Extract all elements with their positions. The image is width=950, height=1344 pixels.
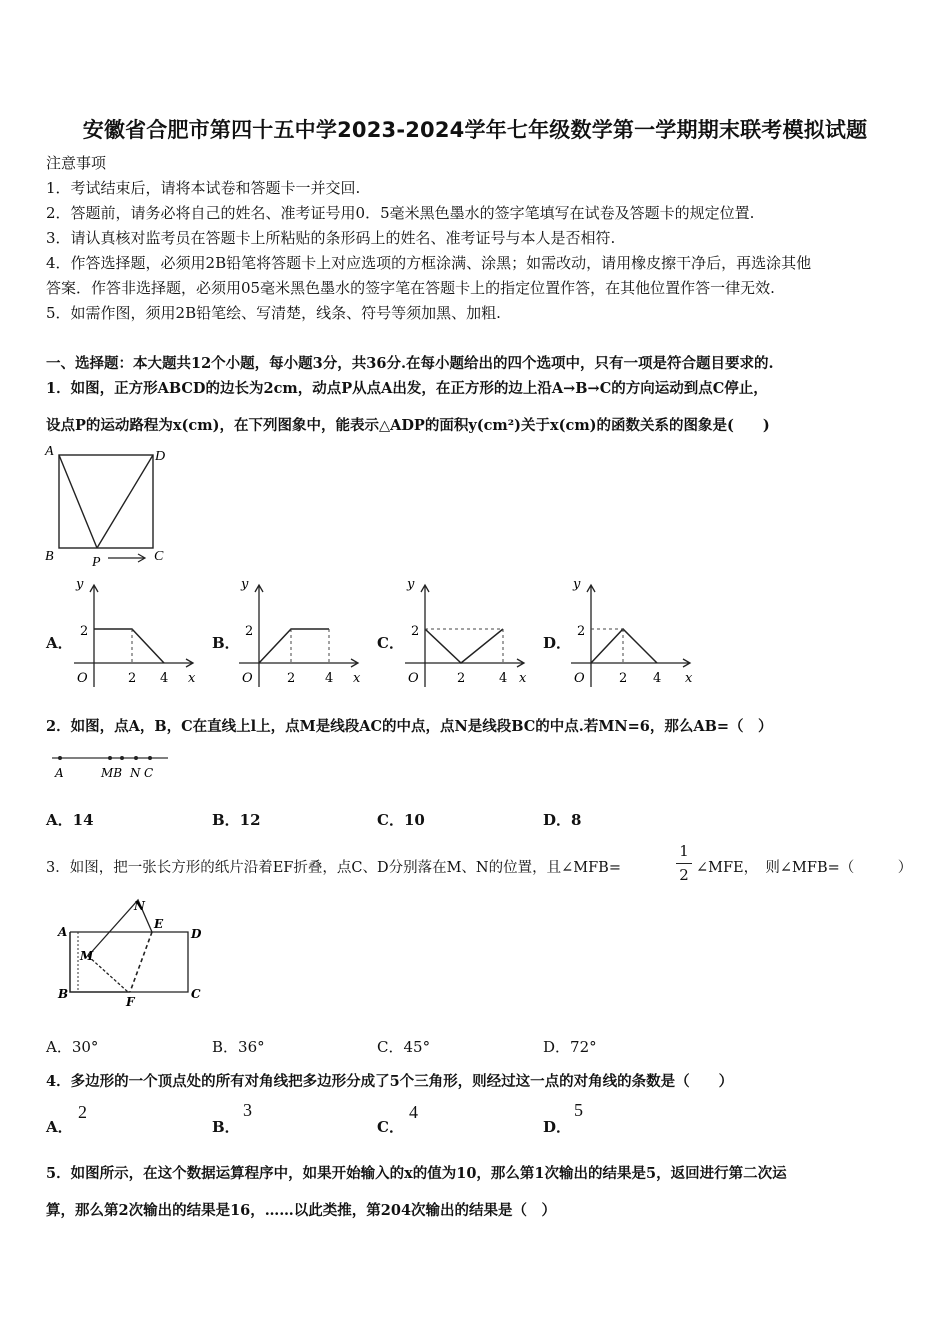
tick-label: 2 (577, 624, 586, 639)
tick-label: 2 (619, 671, 628, 686)
point-c-label: C (144, 766, 154, 780)
origin-label: O (574, 671, 585, 686)
y-axis-label: y (241, 577, 249, 592)
q4-option-d-value: 5 (574, 1100, 583, 1120)
tick-label: 4 (325, 671, 334, 686)
tick-label: 2 (80, 624, 89, 639)
fraction-numerator: 1 (679, 842, 689, 860)
fraction-denominator: 2 (679, 866, 689, 884)
q4-option-a-letter: A． (46, 1118, 73, 1136)
q3-option-c: C．45° (377, 1038, 431, 1056)
y-axis-label: y (76, 577, 84, 592)
q4-option-c-letter: C． (377, 1118, 404, 1136)
label-a: A (45, 444, 54, 459)
q4-option-a-value: 2 (78, 1102, 87, 1122)
fold-label-e: E (154, 917, 164, 931)
q4-option-b-letter: B． (212, 1118, 240, 1136)
label-p: P (92, 555, 101, 570)
option-b-label: B． (212, 634, 240, 652)
x-axis-label: x (685, 671, 693, 686)
notice-item: 1．考试结束后，请将本试卷和答题卡一并交回. (46, 179, 361, 197)
fraction-bar (676, 863, 692, 864)
option-a-label: A． (46, 634, 73, 652)
y-axis-label: y (407, 577, 415, 592)
tick-label: 4 (160, 671, 169, 686)
q2-option-c: C．10 (377, 811, 425, 829)
q3-option-b: B．36° (212, 1038, 265, 1056)
fold-label-a: A (58, 925, 68, 939)
label-c: C (154, 549, 164, 564)
question-1-line-1: 1．如图，正方形ABCD的边长为2cm，动点P从点A出发，在正方形的边上沿A→B→C的方向运动到点C停止， (46, 380, 768, 397)
fold-label-c: C (191, 987, 201, 1001)
y-axis-label: y (573, 577, 581, 592)
option-d-label: D． (543, 634, 572, 652)
fold-label-m: M (80, 949, 94, 963)
fold-label-n: N (134, 899, 145, 913)
q4-option-c-value: 4 (409, 1102, 418, 1122)
tick-label: 2 (128, 671, 137, 686)
graph-option-c (395, 572, 535, 692)
question-3-after: ∠MFE， 则∠MFB=（ ） (696, 860, 913, 876)
origin-label: O (408, 671, 419, 686)
point-a-label: A (55, 766, 64, 780)
origin-label: O (242, 671, 253, 686)
fold-figure (50, 892, 210, 1012)
tick-label: 2 (245, 624, 254, 639)
q3-option-d: D．72° (543, 1038, 597, 1056)
question-3-before: 3．如图，把一张长方形的纸片沿着EF折叠，点C、D分别落在M、N的位置，且∠MFB= (46, 860, 621, 876)
point-mb-label: MB (101, 766, 123, 780)
q3-option-a: A．30° (46, 1038, 99, 1056)
line-figure (46, 748, 176, 784)
notice-item: 5．如需作图，须用2B铅笔绘、写清楚，线条、符号等须加黑、加粗. (46, 304, 501, 322)
tick-label: 4 (653, 671, 662, 686)
label-b: B (45, 549, 54, 564)
notice-heading: 注意事项 (46, 154, 107, 172)
question-4: 4．多边形的一个顶点处的所有对角线把多边形分成了5个三角形，则经过这一点的对角线的条数是（ ） (46, 1073, 734, 1090)
graph-option-d (561, 572, 701, 692)
question-5-line-2: 算，那么第2次输出的结果是16，……以此类推，第204次输出的结果是（ ） (46, 1202, 557, 1219)
tick-label: 2 (287, 671, 296, 686)
graph-option-a (64, 572, 204, 692)
question-1-line-2: 设点P的运动路程为x(cm)，在下列图象中，能表示△ADP的面积y(cm²)关于x(cm)的函数关系的图象是( ) (46, 417, 770, 434)
tick-label: 2 (411, 624, 420, 639)
notice-item: 4．作答选择题，必须用2B铅笔将答题卡上对应选项的方框涂满、涂黑；如需改动，请用橡皮擦干净后，再选涂其他 (46, 254, 812, 272)
q2-option-d: D．8 (543, 811, 582, 829)
fold-label-d: D (191, 927, 202, 941)
square-figure (40, 440, 180, 570)
option-c-label: C． (377, 634, 404, 652)
notice-item: 答案．作答非选择题，必须用05毫米黑色墨水的签字笔在答题卡上的指定位置作答，在其他位置作答一律无效. (46, 279, 775, 297)
q4-option-b-value: 3 (243, 1100, 252, 1120)
x-axis-label: x (519, 671, 527, 686)
x-axis-label: x (188, 671, 196, 686)
section-heading: 一、选择题：本大题共12个小题，每小题3分，共36分.在每小题给出的四个选项中，只有一项是符合题目要求的. (46, 355, 774, 372)
label-d: D (155, 449, 166, 464)
graph-option-b (229, 572, 369, 692)
notice-item: 2．答题前，请务必将自己的姓名、准考证号用0．5毫米黑色墨水的签字笔填写在试卷及答题卡的规定位置. (46, 204, 755, 222)
tick-label: 4 (499, 671, 508, 686)
q2-option-a: A．14 (46, 811, 94, 829)
x-axis-label: x (353, 671, 361, 686)
q4-option-d-letter: D． (543, 1118, 572, 1136)
question-5-line-1: 5．如图所示，在这个数据运算程序中，如果开始输入的x的值为10，那么第1次输出的结果是5，返回进行第二次运 (46, 1165, 787, 1182)
question-2: 2．如图，点A，B，C在直线上l上，点M是线段AC的中点，点N是线段BC的中点.若MN=6，那么AB=（ ） (46, 718, 773, 735)
notice-item: 3．请认真核对监考员在答题卡上所粘贴的条形码上的姓名、准考证号与本人是否相符. (46, 229, 616, 247)
tick-label: 2 (457, 671, 466, 686)
fold-label-f: F (126, 995, 135, 1009)
fold-label-b: B (58, 987, 69, 1001)
point-n-label: N (130, 766, 141, 780)
q2-option-b: B．12 (212, 811, 261, 829)
page-title: 安徽省合肥市第四十五中学2023-2024学年七年级数学第一学期期末联考模拟试题 (82, 118, 868, 142)
origin-label: O (77, 671, 88, 686)
